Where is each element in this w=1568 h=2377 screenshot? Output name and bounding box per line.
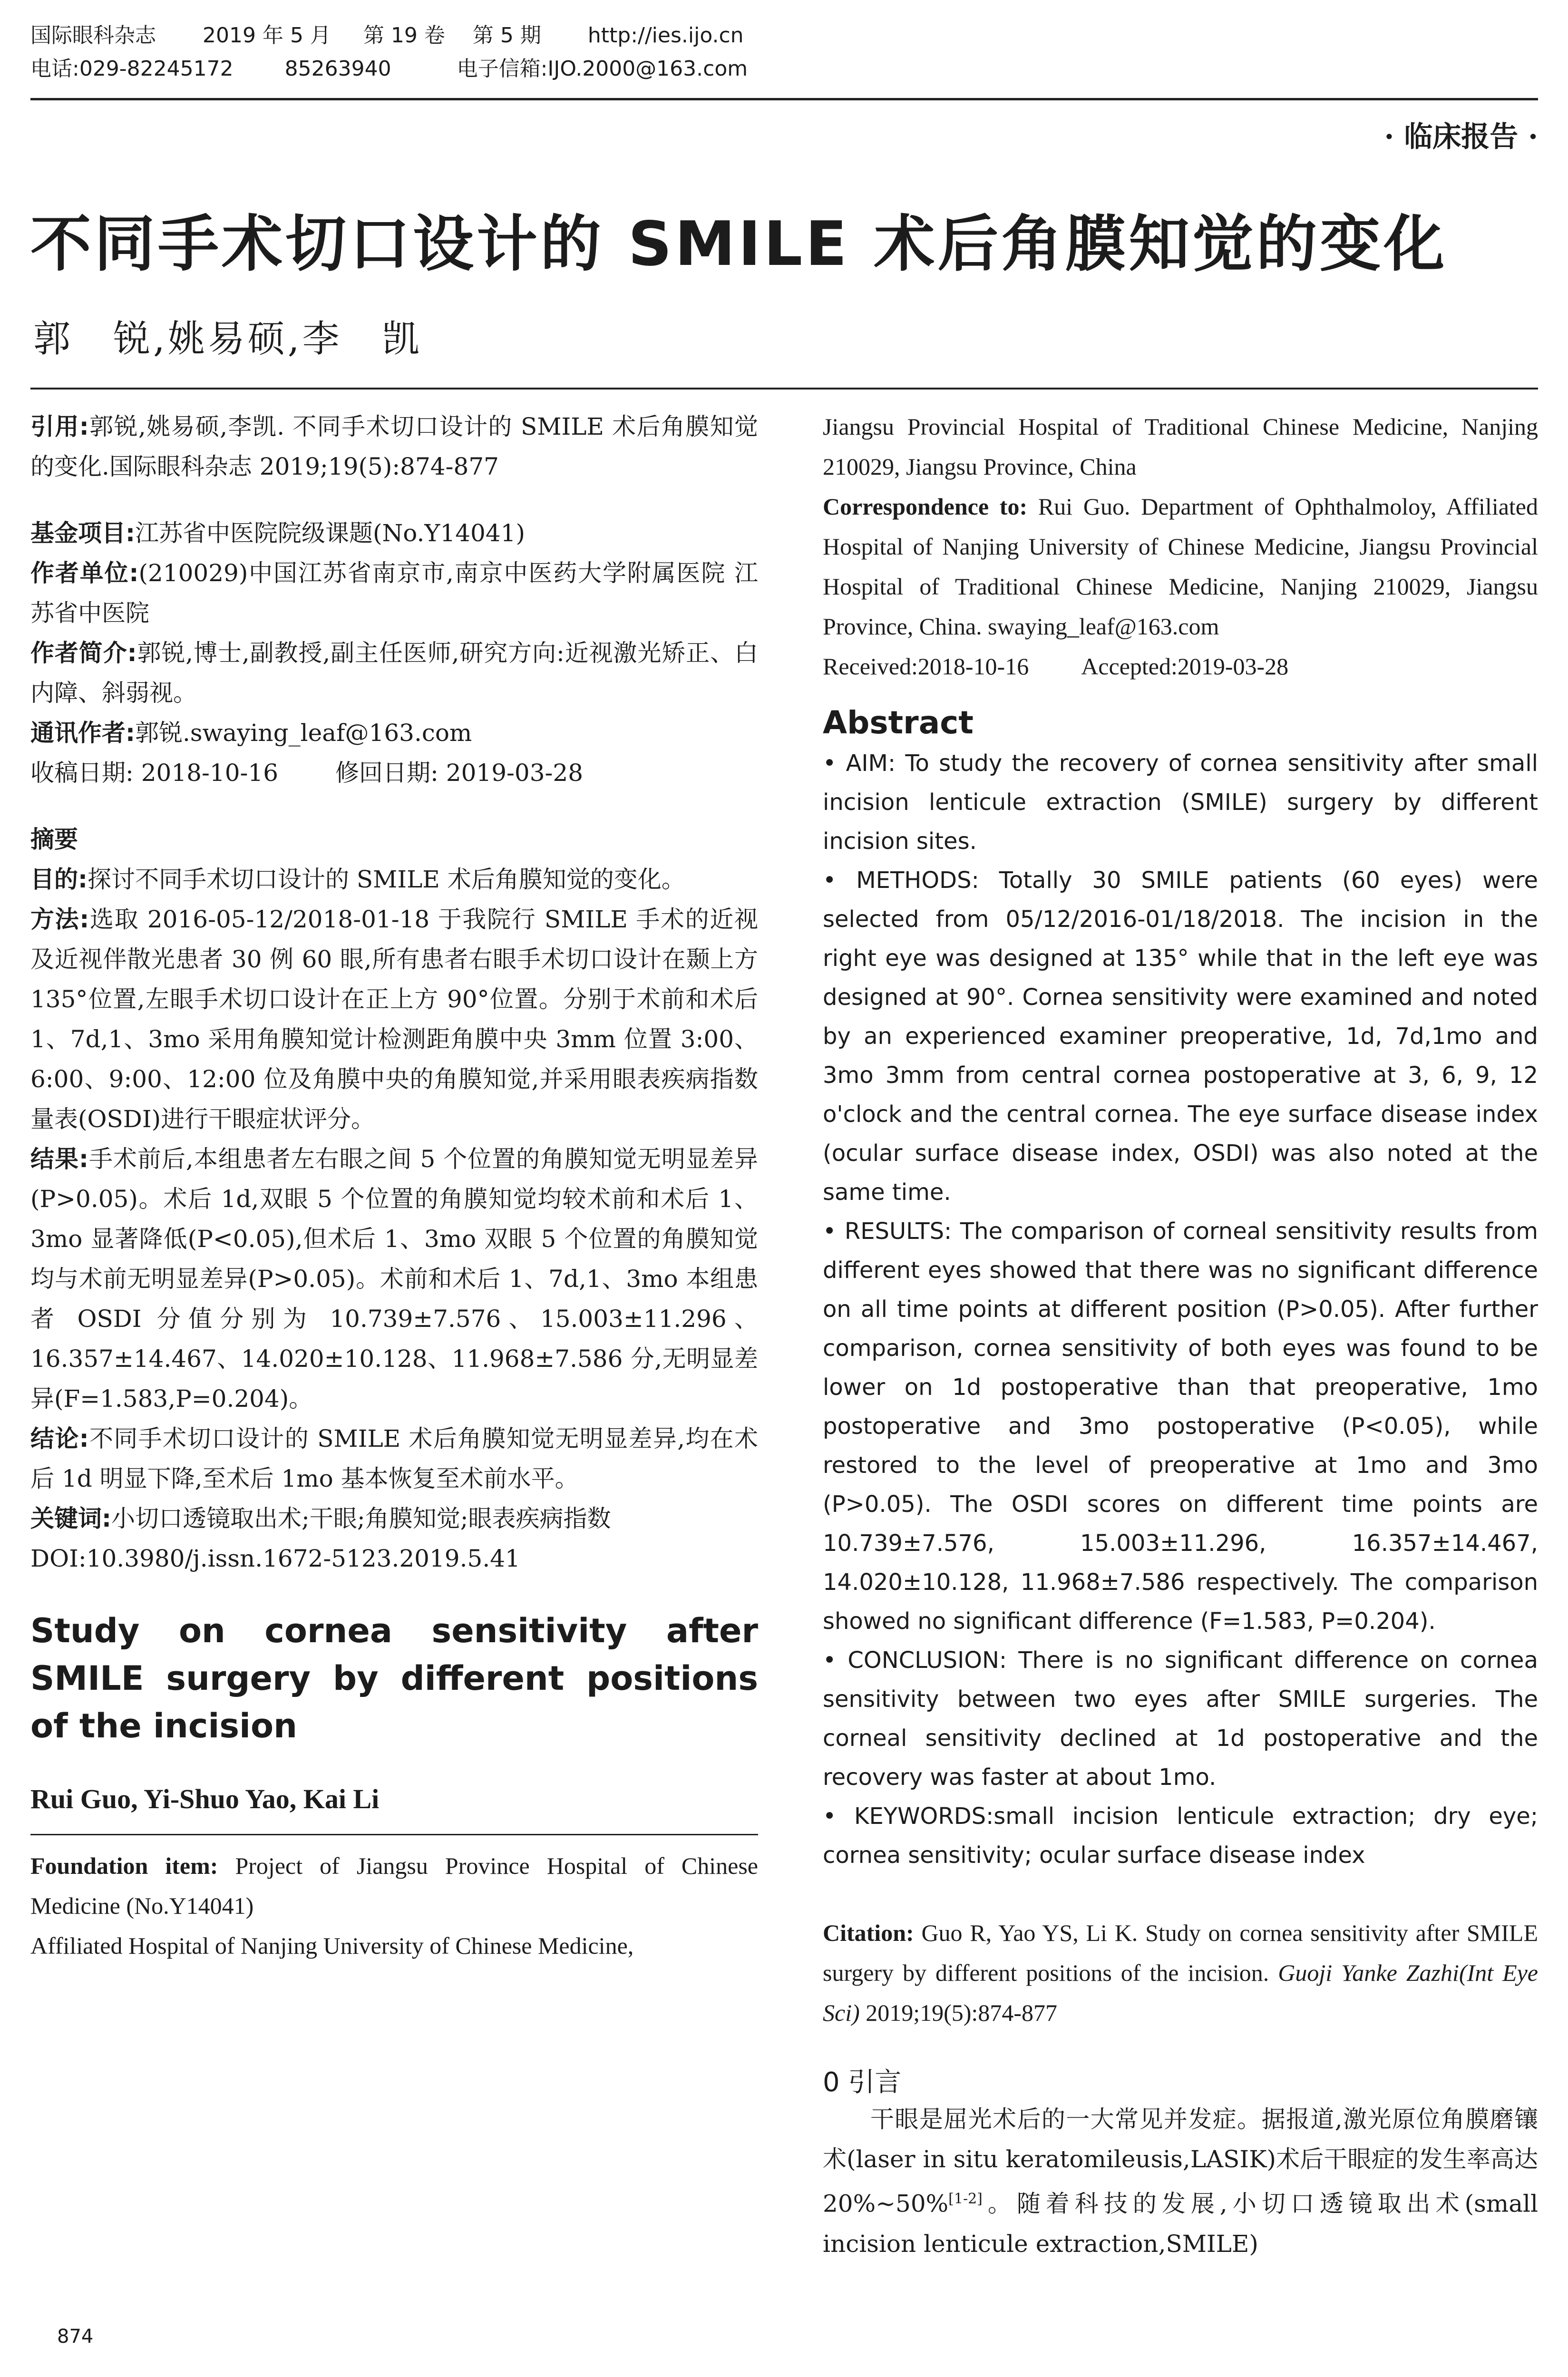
abstract-heading-cn: 摘要 — [30, 826, 78, 853]
abstract-aim: • AIM: To study the recovery of cornea sensitivity after small incision lenticule extraction (SMILE) surgery by different incision sites. — [823, 750, 1538, 855]
dates-en: Received:2018-10-16 Accepted:2019-03-28 — [823, 653, 1289, 680]
left-column — [30, 407, 758, 1966]
title-divider — [30, 388, 1538, 390]
abstract-methods: • METHODS: Totally 30 SMILE patients (60 eyes) were selected from 05/12/2016-01/18/2018. The incision in the right eye was designed at 135° while that in the left eye was designed at 90°. Cornea sensitivity were examined and noted by an experienced examiner preoperative, 1d, 7d,1mo and 3mo 3mm from central cornea postoperative at 3, 6, 9, 12 o'clock and the central cornea. The eye surface disease index (ocular surface disease index, OSDI) was also noted at the same time. — [823, 867, 1538, 1206]
section-tag: · 临床报告 · — [1384, 120, 1538, 154]
citation-en: Citation: Guo R, Yao YS, Li K. Study on cornea sensitivity after SMILE surgery by different positions of the incision. Guoji Yanke Zazhi(Int Eye Sci) 2019;19(5):874-877 — [823, 1919, 1539, 2026]
correspondence: Correspondence to: Rui Guo. Department of Ophthalmoloy, Affiliated Hospital of Nanjing University of Chinese Medicine, Jiangsu Provincial Hospital of Traditional Chinese Medicine, Nanjing 210029, Jiangsu Province, China. swaying_leaf@163.com — [823, 493, 1538, 640]
foundation-item: Foundation item: Project of Jiangsu Province Hospital of Chinese Medicine (No.Y14041) — [30, 1852, 758, 1919]
header-line-2 — [30, 52, 1538, 86]
unit-cn: 作者单位:(210029)中国江苏省南京市,南京中医药大学附属医院 江苏省中医院 — [30, 559, 758, 627]
article-title: 不同手术切口设计的 SMILE 术后角膜知觉的变化 — [30, 209, 1448, 280]
header-divider — [30, 98, 1538, 100]
phone-2: 85263940 — [284, 57, 391, 81]
corr-cn: 通讯作者:郭锐.swaying_leaf@163.com — [30, 719, 472, 747]
issue-date: 2019 年 5 月 — [203, 23, 331, 48]
journal-email[interactable]: 电子信箱:IJO.2000@163.com — [457, 57, 748, 81]
intro-text: 干眼是屈光术后的一大常见并发症。据报道,激光原位角膜磨镶术(laser in situ keratomileusis,LASIK)术后干眼症的发生率高达 20%~50%[1-2]。随着科技的发展,小切口透镜取出术(small incision lenticule extraction,SMILE) — [823, 2105, 1538, 2258]
intro-heading: 0 引言 — [823, 2067, 902, 2098]
issue: 第 5 期 — [472, 23, 541, 48]
results-cn: 结果:手术前后,本组患者左右眼之间 5 个位置的角膜知觉无明显差异(P>0.05)。术后 1d,双眼 5 个位置的角膜知觉均较术前和术后 1、3mo 显著降低(P<0.05),但术后 1、3mo 双眼 5 个位置的角膜知觉均与术前无明显差异(P>0.05)。术前和术后 1、7d,1、3mo 本组患者 OSDI 分值分别为 10.739±7.576、15.003±11.296、16.357±14.467、14.020±10.128、11.968±7.586 分,无明显差异(F=1.583,P=0.204)。 — [30, 1145, 758, 1413]
keywords-cn: 关键词:小切口透镜取出术;干眼;角膜知觉;眼表疾病指数 — [30, 1505, 611, 1532]
abstract-conclusion: • CONCLUSION: There is no significant difference on cornea sensitivity between two eyes after SMILE surgeries. The corneal sensitivity declined at 1d postoperative and the recovery was faster at about 1mo. — [823, 1647, 1538, 1791]
phone: 电话:029-82245172 — [30, 57, 234, 81]
english-title: Study on cornea sensitivity after SMILE surgery by different positions of the incision — [30, 1611, 758, 1745]
abstract-keywords: • KEYWORDS:small incision lenticule extraction; dry eye; cornea sensitivity; ocular surface disease index — [823, 1803, 1538, 1869]
fund-cn: 基金项目:江苏省中医院院级课题(No.Y14041) — [30, 519, 525, 547]
english-authors: Rui Guo, Yi-Shuo Yao, Kai Li — [30, 1783, 380, 1814]
doi[interactable]: DOI:10.3980/j.issn.1672-5123.2019.5.41 — [30, 1545, 520, 1572]
bio-cn: 作者简介:郭锐,博士,副教授,副主任医师,研究方向:近视激光矫正、白内障、斜弱视。 — [30, 639, 759, 707]
page-number: 874 — [57, 2326, 94, 2348]
volume: 第 19 卷 — [363, 23, 445, 48]
authors-cn: 郭 锐,姚易硕,李 凯 — [33, 318, 422, 360]
conclusion-cn: 结论:不同手术切口设计的 SMILE 术后角膜知觉无明显差异,均在术后 1d 明显下降,至术后 1mo 基本恢复至术前水平。 — [30, 1425, 758, 1492]
journal-header — [30, 19, 1538, 86]
affiliation: Affiliated Hospital of Nanjing University of Chinese Medicine, — [30, 1932, 634, 1959]
dates-cn: 收稿日期: 2018-10-16 修回日期: 2019-03-28 — [30, 759, 584, 787]
abstract-heading: Abstract — [823, 704, 974, 741]
journal-name: 国际眼科杂志 — [30, 23, 156, 48]
journal-url[interactable]: http://ies.ijo.cn — [587, 23, 744, 48]
right-column — [823, 407, 1538, 2264]
aim-cn: 目的:探讨不同手术切口设计的 SMILE 术后角膜知觉的变化。 — [30, 866, 685, 893]
footnote-divider — [30, 1834, 758, 1835]
affiliation-cont: Jiangsu Provincial Hospital of Traditional Chinese Medicine, Nanjing 210029, Jiangsu Province, China — [823, 413, 1538, 480]
methods-cn: 方法:选取 2016-05-12/2018-01-18 于我院行 SMILE 手术的近视及近视伴散光患者 30 例 60 眼,所有患者右眼手术切口设计在颞上方 135°位置,左眼手术切口设计在正上方 90°位置。分别于术前和术后 1、7d,1、3mo 采用角膜知觉计检测距角膜中央 3mm 位置 3:00、6:00、9:00、12:00 位及角膜中央的角膜知觉,并采用眼表疾病指数量表(OSDI)进行干眼症状评分。 — [30, 906, 758, 1133]
abstract-results: • RESULTS: The comparison of corneal sensitivity results from different eyes showed that there was no significant difference on all time points at different position (P>0.05). After further comparison, cornea sensitivity of both eyes was found to be lower on 1d postoperative than that preoperative, 1mo postoperative and 3mo postoperative (P<0.05), while restored to the level of preoperative at 1mo and 3mo (P>0.05). The OSDI scores on different time points are 10.739±7.576, 15.003±11.296, 16.357±14.467, 14.020±10.128, 11.968±7.586 respectively. The comparison showed no significant difference (F=1.583, P=0.204). — [823, 1218, 1538, 1635]
header-line-1 — [30, 19, 1538, 52]
citation-cn: 引用:郭锐,姚易硕,李凯. 不同手术切口设计的 SMILE 术后角膜知觉的变化.国际眼科杂志 2019;19(5):874-877 — [30, 413, 759, 480]
